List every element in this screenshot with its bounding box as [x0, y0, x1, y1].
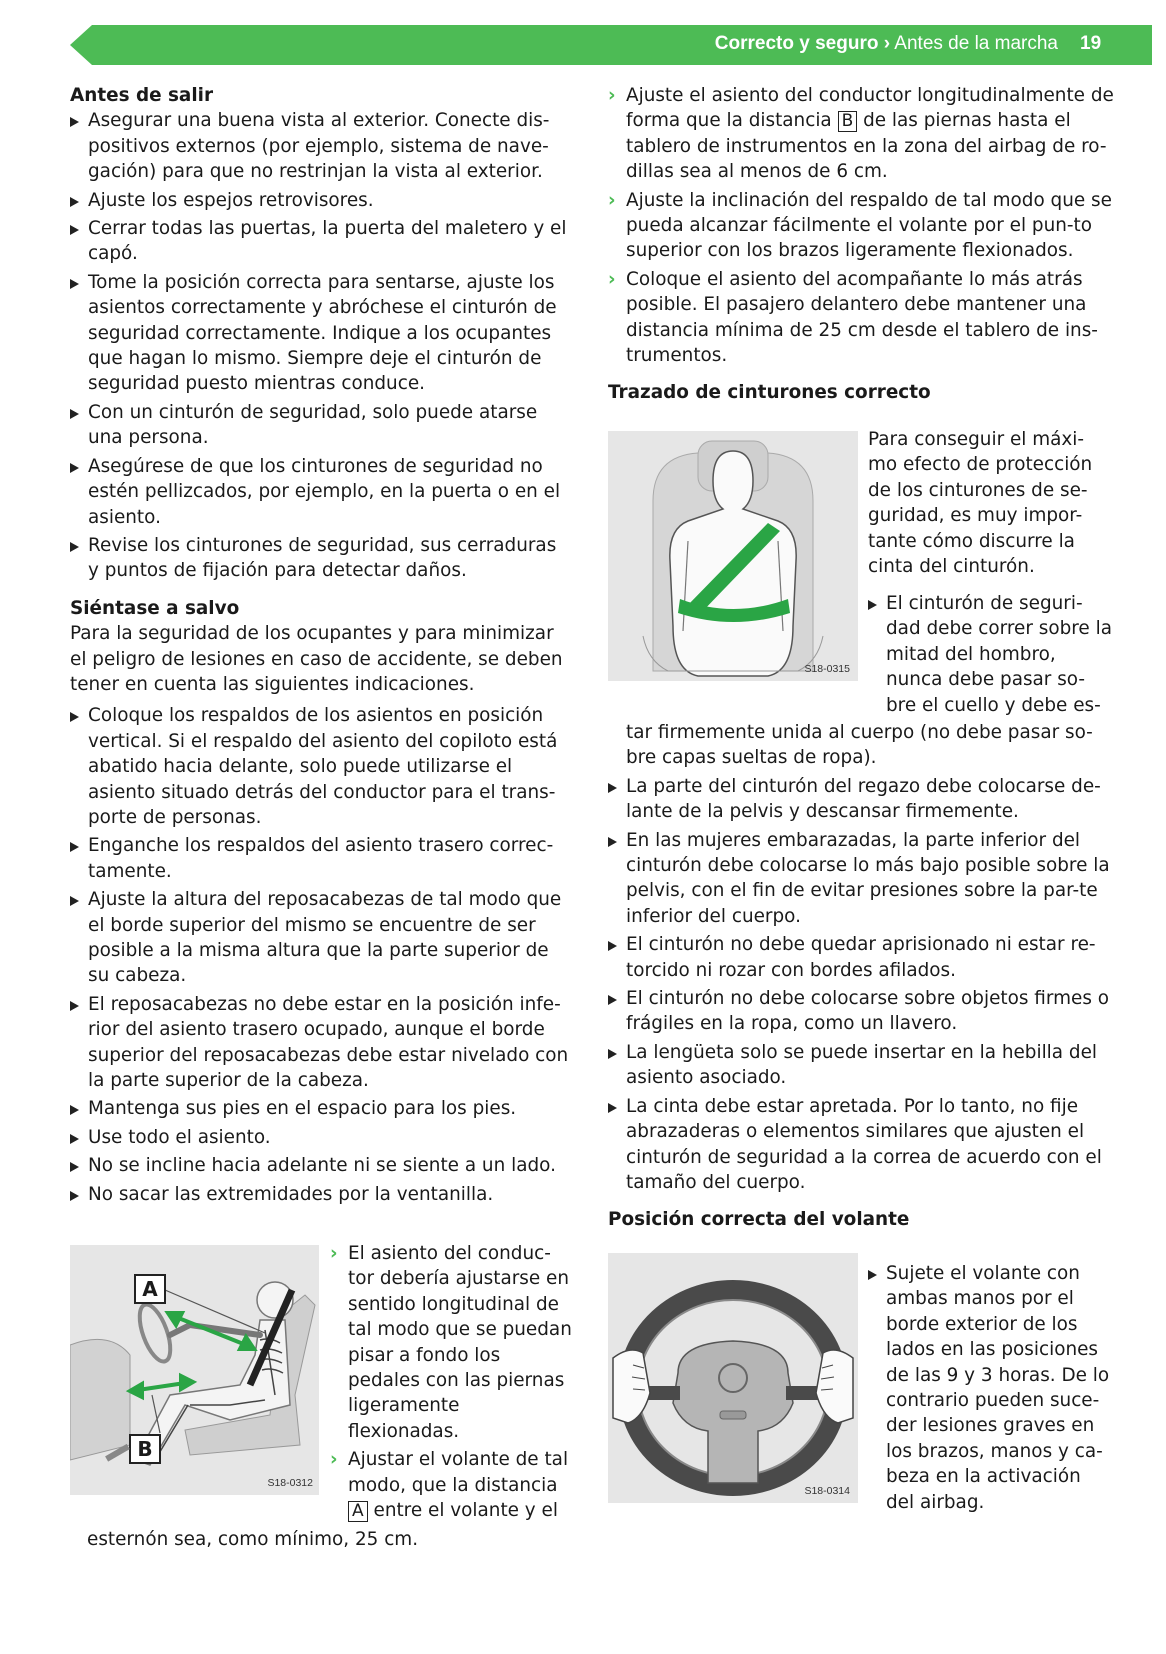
heading-antes-de-salir: Antes de salir: [70, 85, 214, 106]
chevron-text: El asiento del conduc-tor debería ajustarse en sentido longitudinal de tal modo que se puedan pisar a fondo los pedales con las piernas ligeramente flexionadas.: [348, 1243, 572, 1442]
chevron-text: Ajustar el volante de tal modo, que la distancia: [348, 1449, 569, 1496]
label-b: B: [137, 1437, 153, 1461]
figure-steering-wheel: [608, 1253, 858, 1503]
wheel-illustration: [608, 1253, 858, 1503]
belt-first-list: [868, 591, 1113, 718]
list-item: La parte del cinturón del regazo debe colocarse de-lante de la pelvis y descansar firmemente.: [608, 774, 1118, 825]
list-item: Mantenga sus pies en el espacio para los pies.: [70, 1096, 570, 1121]
figure-code: S18-0314: [804, 1485, 850, 1497]
header-section: Correcto y seguro: [714, 33, 879, 54]
intro-paragraph: Para la seguridad de los ocupantes y para minimizar el peligro de lesiones en caso de accidente, se deben tener en cuenta las siguientes indicaciones.: [70, 623, 563, 695]
header-breadcrumb: [715, 33, 1058, 55]
label-a: A: [142, 1277, 158, 1301]
list-item: En las mujeres embarazadas, la parte inferior del cinturón debe colocarse lo más bajo posible sobre la pelvis, con el fin de evitar presiones sobre la par-te inferior del cuerpo.: [608, 828, 1118, 930]
chevron-icon: ›: [608, 268, 616, 290]
chevron-item: [330, 1447, 575, 1523]
list-item: El reposacabezas no debe estar en la posición infe-rior del asiento trasero ocupado, aunque el borde superior del reposacabezas debe estar nivelado con la parte superior de la cabeza.: [70, 992, 570, 1094]
label-b-inline: B: [838, 111, 858, 132]
chevron-icon: ›: [608, 189, 616, 211]
list-item: Enganche los respaldos del asiento trasero correc-tamente.: [70, 833, 570, 884]
heading-posicion-volante: Posición correcta del volante: [608, 1209, 910, 1231]
list-item: La cinta debe estar apretada. Por lo tanto, no fije abrazaderas o elementos similares que ajusten el cinturón de seguridad a la correa de acuerdo con el tamaño del cuerpo.: [608, 1094, 1118, 1196]
wheel-instructions: [868, 1261, 1113, 1518]
seat-instructions: [330, 1241, 575, 1526]
chevron-text: Ajuste la inclinación del respaldo de tal modo que se pueda alcanzar fácilmente el volante por el pun-to superior con los brazos ligeramente flexionados.: [626, 189, 1112, 262]
list-item: Sujete el volante con ambas manos por el borde exterior de los lados en las posiciones de las 9 y 3 horas. De lo contrario pueden suce-der lesiones graves en los brazos, manos y ca-beza en la activación del airbag.: [868, 1261, 1113, 1515]
chevron-item: [608, 83, 1118, 185]
chevron-text: de las piernas hasta el tablero de instrumentos en la zona del airbag de ro-dillas sea al menos de 6 cm.: [626, 110, 1107, 183]
chevron-icon: ›: [608, 85, 616, 106]
list-item: El cinturón no debe quedar aprisionado ni estar re-torcido ni rozar con bordes afilados.: [608, 932, 1118, 983]
belt-rules: [608, 720, 1118, 1233]
list-item: Use todo el asiento.: [70, 1125, 570, 1150]
chevron-item: [608, 188, 1118, 264]
belt-list: [608, 774, 1118, 1196]
heading-trazado-cinturones: Trazado de cinturones correcto: [608, 382, 931, 404]
seat-adjustment-list: [608, 83, 1118, 368]
list-item: Asegúrese de que los cinturones de seguridad no estén pellizcados, por ejemplo, en la puerta o en el asiento.: [70, 454, 570, 530]
chevron-icon: ›: [330, 1449, 338, 1471]
chevron-text: entre el volante y el: [373, 1500, 558, 1522]
list-item: Con un cinturón de seguridad, solo puede atarse una persona.: [70, 400, 570, 451]
chevron-text: Ajuste el asiento del conductor longitudinalmente de forma que la distancia: [626, 85, 1114, 132]
belt-intro: Para conseguir el máxi-mo efecto de protección de los cinturones de se-guridad, es muy impor-tante cómo discurre la cinta del cinturón.: [868, 429, 1093, 578]
wheel-list: [868, 1261, 1113, 1515]
chevron-text: Coloque el asiento del acompañante lo más atrás posible. El pasajero delantero debe mantener una distancia mínima de 25 cm desde el tablero de ins-trumentos.: [626, 268, 1098, 367]
right-column: [608, 83, 1118, 406]
left-column: [70, 83, 570, 1210]
header-separator: ›: [883, 33, 891, 54]
list-antes-de-salir: [70, 108, 570, 583]
list-item: El cinturón no debe colocarse sobre objetos firmes o frágiles en la ropa, como un llavero.: [608, 986, 1118, 1037]
list-item: Coloque los respaldos de los asientos en posición vertical. Si el respaldo del asiento del copiloto está abatido hacia delante, solo puede utilizarse el asiento situado detrás del conductor para el trans-porte de personas.: [70, 703, 570, 830]
list-item: Asegurar una buena vista al exterior. Conecte dis-positivos externos (por ejemplo, sistema de nave-gación) para que no restrinjan la vista al exterior.: [70, 108, 570, 184]
figure-code: S18-0312: [267, 1477, 313, 1489]
figure-seat-position: [70, 1245, 319, 1495]
belt-first-tail: tar firmemente unida al cuerpo (no debe pasar so-bre capas sueltas de ropa).: [626, 722, 1093, 769]
belt-illustration: [608, 431, 858, 681]
belt-first-item: [868, 591, 1113, 721]
seat-illustration: [70, 1245, 319, 1495]
list-item: Ajuste la altura del reposacabezas de tal modo que el borde superior del mismo se encuentre de ser posible a la misma altura que la parte superior de su cabeza.: [70, 887, 570, 989]
list-item: Ajuste los espejos retrovisores.: [70, 188, 570, 213]
list-item: Tome la posición correcta para sentarse, ajuste los asientos correctamente y abróchese el cinturón de seguridad correctamente. Indique a los ocupantes que hagan lo mismo. Siempre deje el cinturón de seguridad puesto mientras conduce.: [70, 270, 570, 397]
list-item: No se incline hacia adelante ni se siente a un lado.: [70, 1153, 570, 1178]
list-item: Cerrar todas las puertas, la puerta del maletero y el capó.: [70, 216, 570, 267]
list-item: La lengüeta solo se puede insertar en la hebilla del asiento asociado.: [608, 1040, 1118, 1091]
header-subsection: Antes de la marcha: [894, 33, 1058, 54]
chevron-tail: esternón sea, como mínimo, 25 cm.: [87, 1529, 419, 1550]
page-number: 19: [1080, 33, 1102, 54]
chevron-item: [608, 267, 1118, 369]
label-a-inline: A: [348, 1501, 368, 1522]
list-item: Revise los cinturones de seguridad, sus cerraduras y puntos de fijación para detectar daños.: [70, 533, 570, 584]
chevron-icon: ›: [330, 1243, 338, 1264]
figure-code: S18-0315: [804, 663, 850, 675]
heading-sientase-a-salvo: Siéntase a salvo: [70, 597, 240, 619]
list-item: El cinturón de seguri-dad debe correr sobre la mitad del hombro, nunca debe pasar so-bre el cuello y debe es-: [868, 591, 1113, 718]
list-sientase-a-salvo: [70, 703, 570, 1207]
list-item: No sacar las extremidades por la ventanilla.: [70, 1182, 570, 1207]
chevron-item: [330, 1241, 575, 1444]
figure-belt-routing: [608, 431, 858, 681]
